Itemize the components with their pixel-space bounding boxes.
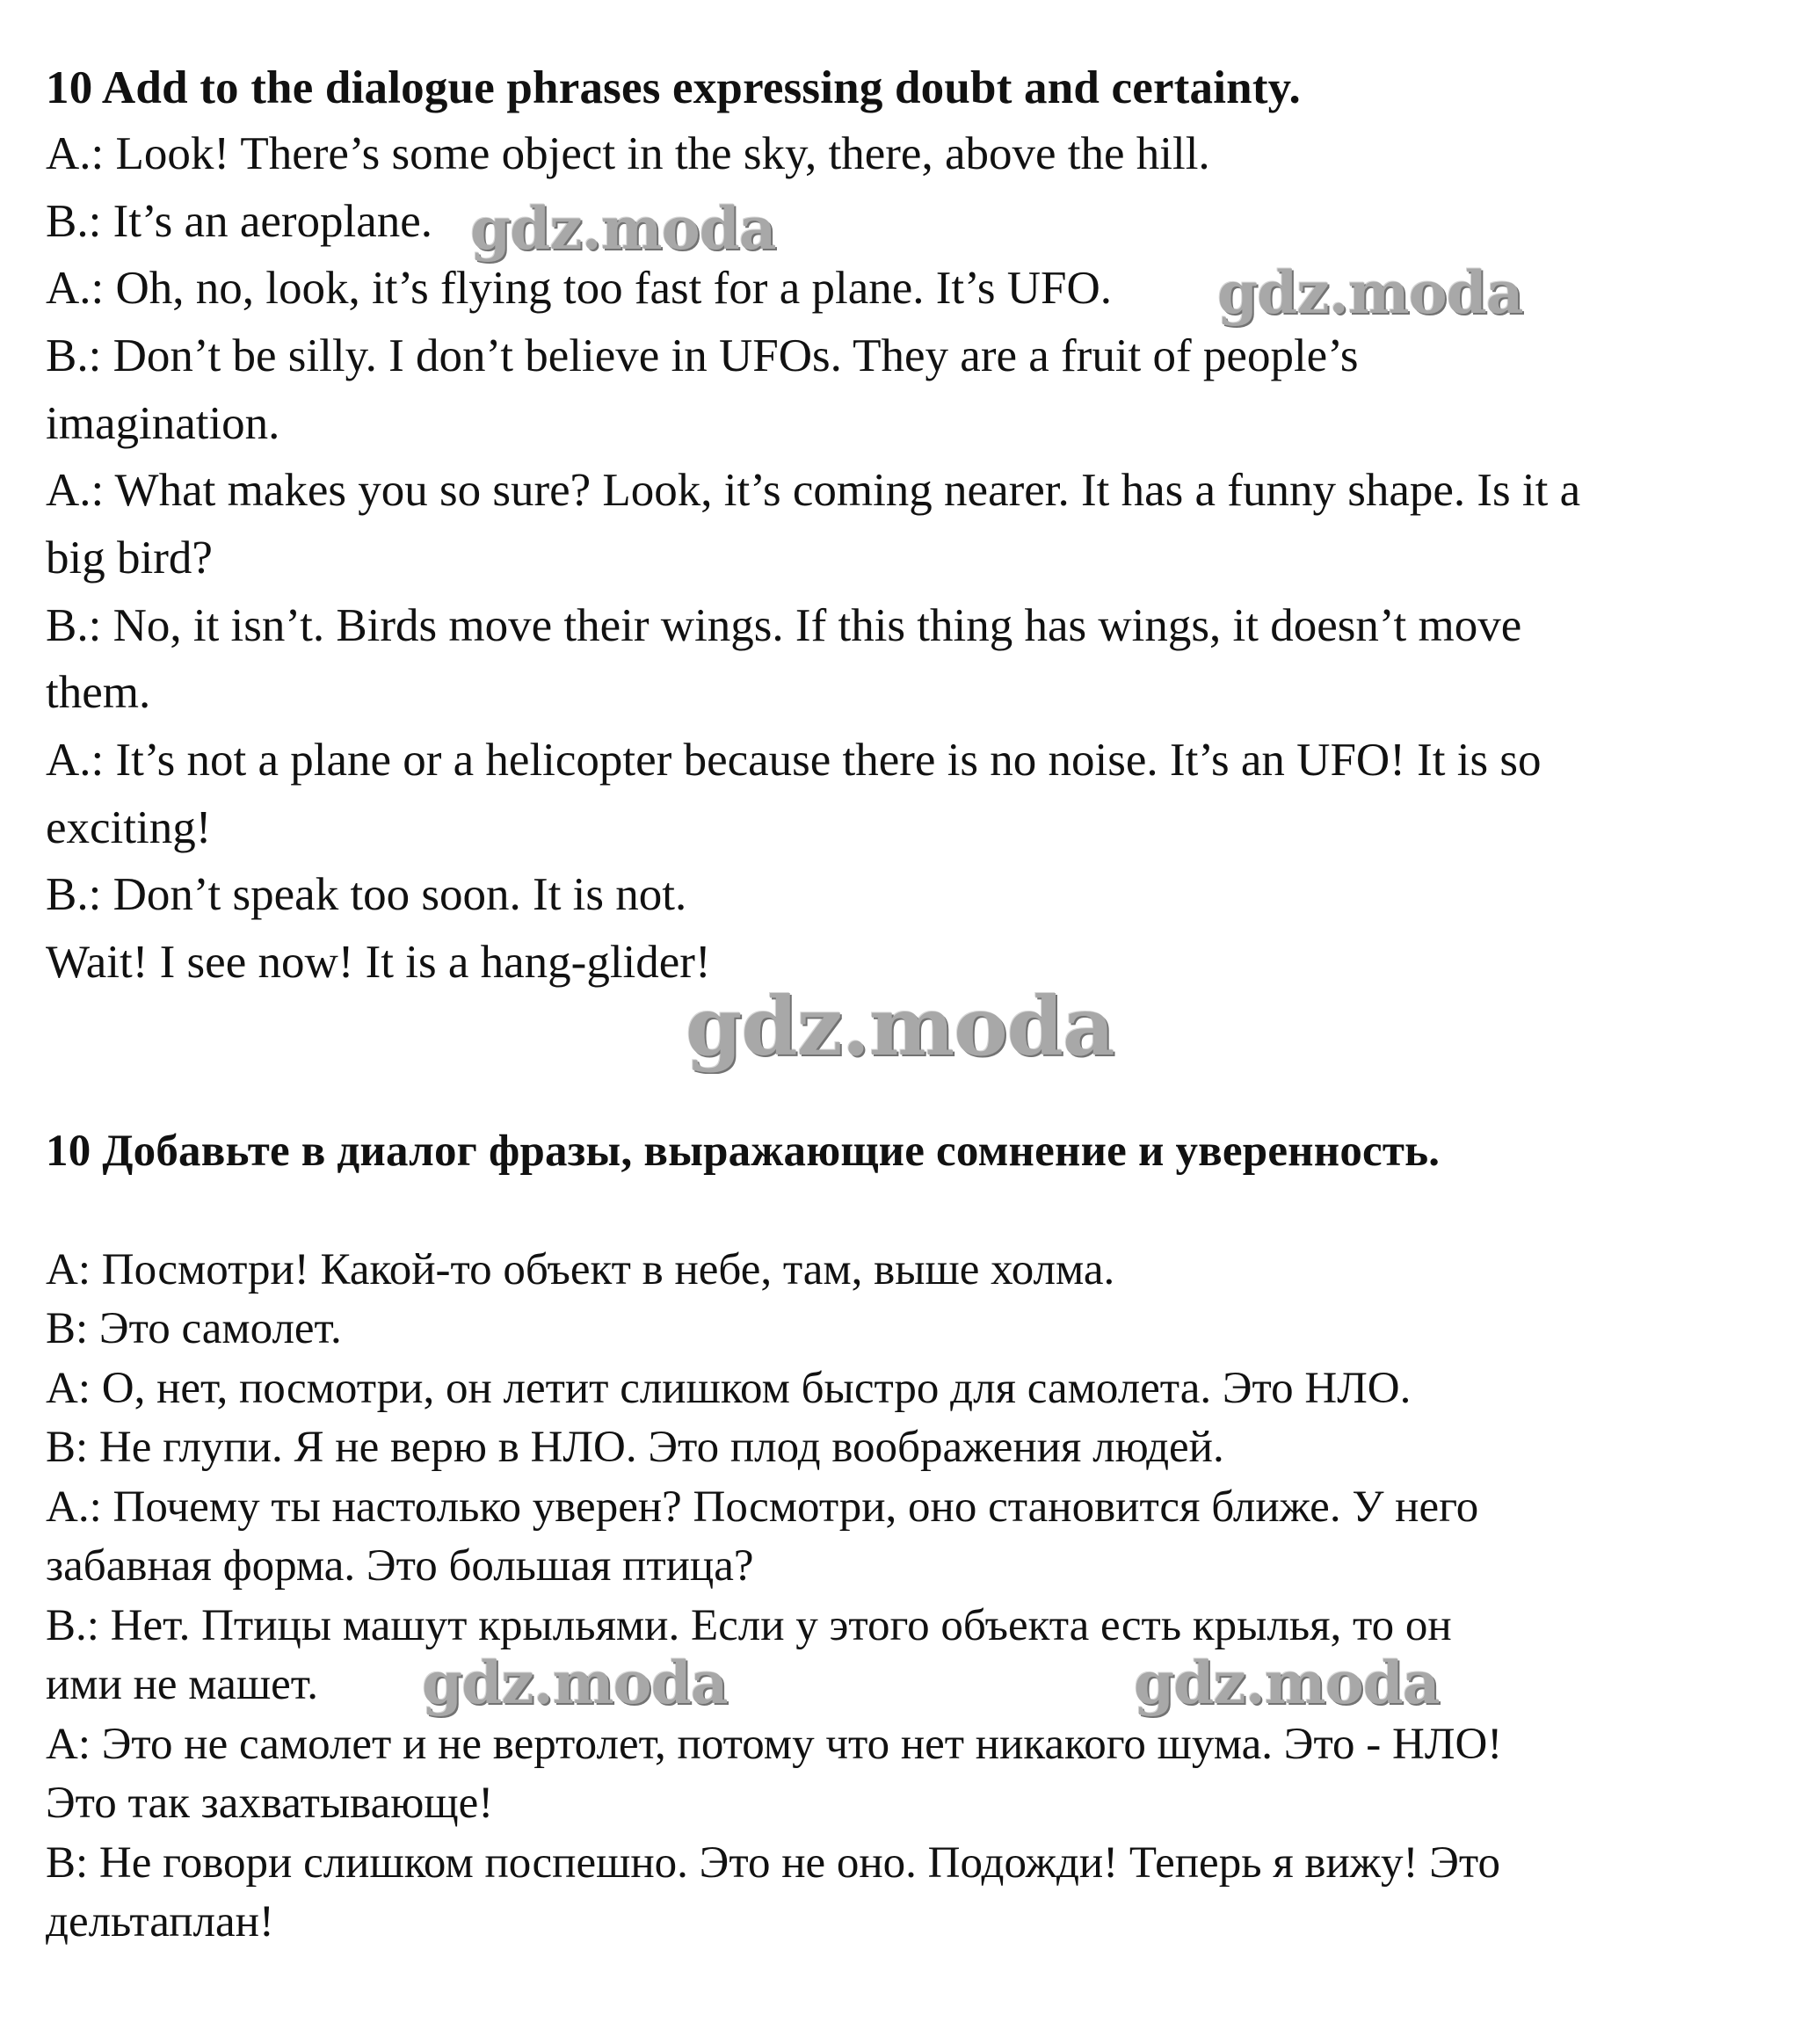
english-line: A.: What makes you so sure? Look, it’s coming nearer. It has a funny shape. Is it a (46, 465, 1581, 516)
watermark: gdz.moda (686, 979, 1114, 1074)
english-line: A.: It’s not a plane or a helicopter because there is no noise. It’s an UFO! It is so (46, 735, 1542, 786)
watermark: gdz.moda (422, 1649, 728, 1717)
english-line: A.: Look! There’s some object in the sky, there, above the hill. (46, 128, 1210, 179)
russian-line: А: Это не самолет и не вертолет, потому что нет никакого шума. Это - НЛО! (46, 1720, 1503, 1769)
russian-line: В: Не говори слишком поспешно. Это не оно. Подожди! Теперь я вижу! Это (46, 1838, 1501, 1888)
watermark: gdz.moda (1134, 1649, 1440, 1717)
english-line: Wait! I see now! It is a hang-glider! (46, 937, 711, 988)
russian-line: дельтаплан! (46, 1897, 274, 1946)
russian-line: В: Это самолет. (46, 1304, 342, 1353)
russian-line: А: О, нет, посмотри, он летит слишком быстро для самолета. Это НЛО. (46, 1364, 1412, 1413)
english-line: imagination. (46, 398, 280, 449)
english-line: them. (46, 667, 151, 718)
russian-line: А: Посмотри! Какой-то объект в небе, там, выше холма. (46, 1245, 1115, 1294)
russian-line: В: Не глупи. Я не верю в НЛО. Это плод воображения людей. (46, 1423, 1224, 1472)
russian-heading: 10 Добавьте в диалог фразы, выражающие сомнение и уверенность. (46, 1127, 1441, 1176)
russian-line: Это так захватывающе! (46, 1779, 494, 1828)
english-line: A.: Oh, no, look, it’s flying too fast for a plane. It’s UFO. (46, 263, 1112, 314)
english-line: B.: Don’t speak too soon. It is not. (46, 869, 687, 920)
russian-line: ими не машет. (46, 1660, 318, 1709)
english-line: B.: Don’t be silly. I don’t believe in UFOs. They are a fruit of people’s (46, 330, 1359, 381)
russian-line: забавная форма. Это большая птица? (46, 1541, 754, 1591)
watermark: gdz.moda (1217, 258, 1523, 327)
english-line: big bird? (46, 533, 213, 583)
english-line: B.: It’s an aeroplane. (46, 196, 433, 247)
russian-line: В.: Нет. Птицы машут крыльями. Если у этого объекта есть крылья, то он (46, 1601, 1452, 1650)
english-line: B.: No, it isn’t. Birds move their wings. If this thing has wings, it doesn’t move (46, 600, 1522, 651)
english-line: exciting! (46, 802, 212, 853)
russian-line: А.: Почему ты настолько уверен? Посмотри, оно становится ближе. У него (46, 1482, 1479, 1532)
watermark: gdz.moda (470, 194, 776, 263)
english-heading: 10 Add to the dialogue phrases expressing doubt and certainty. (46, 62, 1301, 113)
